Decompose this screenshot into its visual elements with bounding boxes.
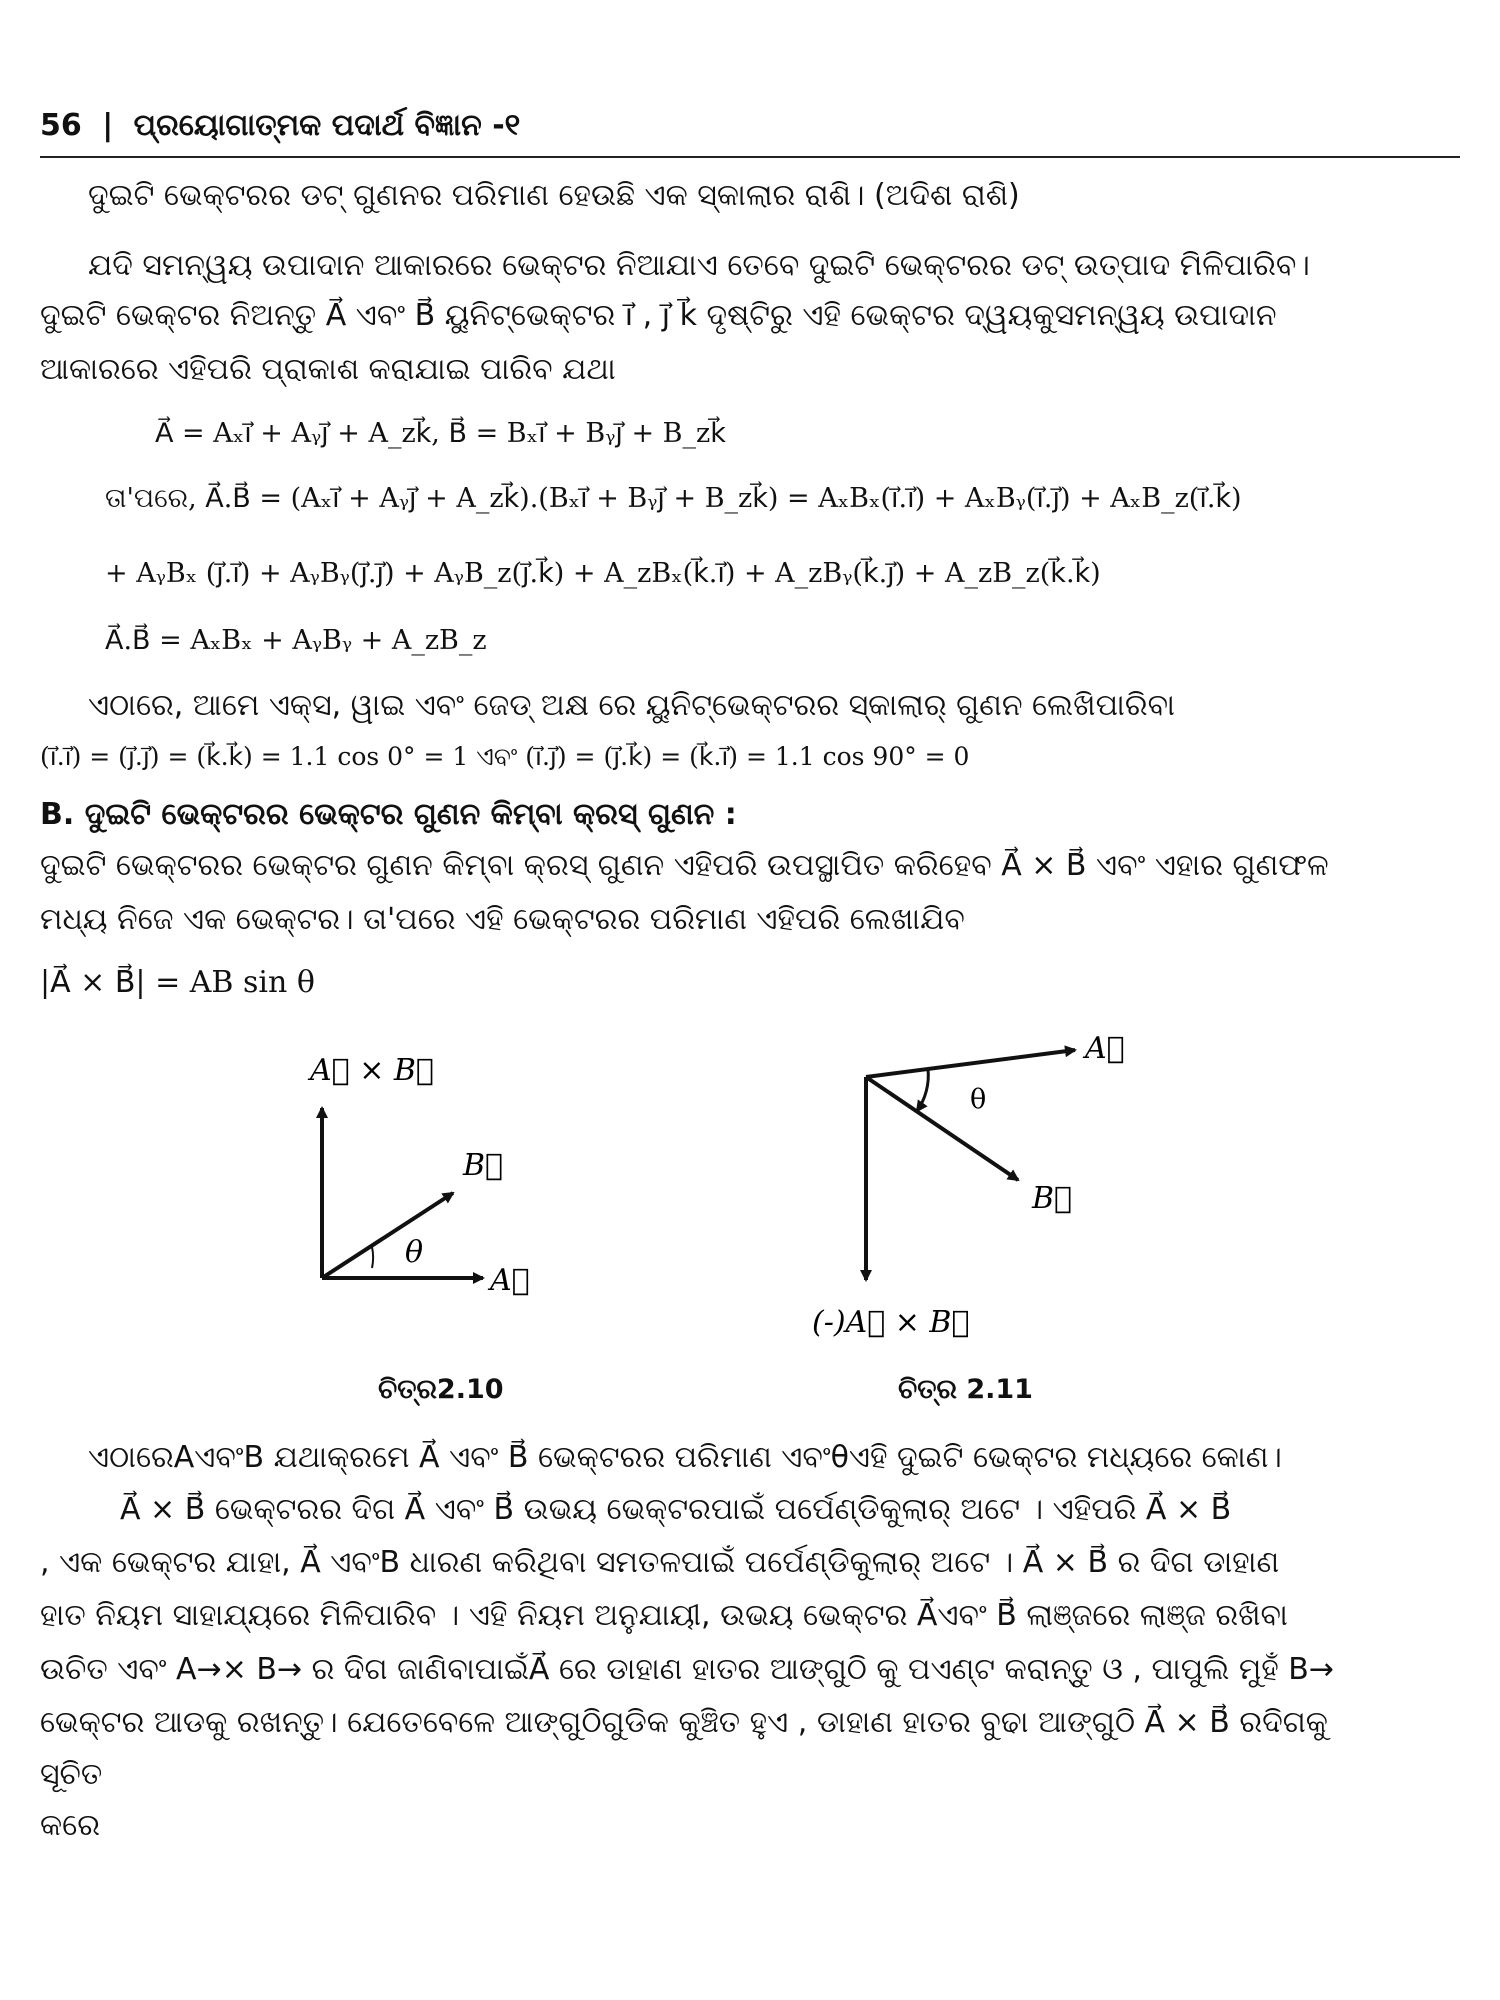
label-b: B⃗ (1032, 1181, 1073, 1216)
paragraph-line: ଭେକ୍ଟର ଆଡକୁ ରଖନ୍ତୁ। ଯେତେବେଳେ ଆଙ୍ଗୁଠିଗୁଡିକ କୁଞ୍ଚିତ ହୁଏ , ଡାହାଣ ହାତର ବୁଢା ଆଙ୍ଗୁଠି A⃗ × B⃗ ରଦିଗକୁ (40, 1705, 1328, 1740)
figure-caption: ଚିତ୍ର 2.11 (898, 1374, 1033, 1405)
equation-unit-vectors: (ı⃗.ı⃗) = (j⃗.j⃗) = (k⃗.k⃗) = 1.1 cos 0° = 1 ଏବଂ (ı⃗.j⃗) = (j⃗.k⃗) = (k⃗.ı⃗) = 1.1 cos 90° = 0 (40, 742, 970, 771)
paragraph-line: ହାତ ନିୟମ ସାହାଯ୍ୟରେ ମିଳିପାରିବ । ଏହି ନିୟମ ଅନୁଯାୟୀ, ଉଭୟ ଭେକ୍ଟର A⃗ଏବଂ B⃗ ଲାଞ୍ଜରେ ଲାଞ୍ଜ ରଖିବା (40, 1598, 1288, 1633)
equation-dot-product-expansion: ତା'ପରେ, A⃗.B⃗ = (Aₓı⃗ + Aᵧj⃗ + A_zk⃗).(Bₓı⃗ + Bᵧj⃗ + B_zk⃗) = AₓBₓ(ı⃗.ı⃗) + AₓBᵧ(ı⃗.j⃗) + AₓB_z(ı⃗.k⃗) (105, 483, 1242, 514)
vector-b-arrow (866, 1077, 1018, 1180)
figure-2-11 (812, 1031, 1125, 1340)
paragraph-line: ମଧ୍ୟ ନିଜେ ଏକ ଭେକ୍ଟର। ତା'ପରେ ଏହି ଭେକ୍ଟରର ପରିମାଣ ଏହିପରି ଲେଖାଯିବ (40, 902, 965, 937)
paragraph-line: ଏଠାରେ, ଆମେ ଏକ୍ସ, ୱାଇ ଏବଂ ଜେଡ୍ ଅକ୍ଷ ରେ ୟୁନିଟ୍‌ଭେକ୍ଟରର ସ୍କାଲାର୍ ଗୁଣନ ଲେଖିପାରିବା (88, 688, 1175, 723)
label-theta: θ (970, 1084, 987, 1115)
paragraph-line: ଦୁଇଟି ଭେକ୍ଟରର ଡଟ୍ ଗୁଣନର ପରିମାଣ ହେଉଛି ଏକ ସ୍କାଲାର ରାଶି। (ଅଦିଶ ରାଶି) (88, 178, 1020, 213)
label-cross: A⃗ × B⃗ (310, 1053, 434, 1088)
label-b: B⃗ (463, 1148, 504, 1183)
equation-cross-magnitude: |A⃗ × B⃗| = AB sin θ (40, 965, 315, 1000)
header-separator: | (102, 108, 114, 143)
paragraph-line: ଏଠାରେAଏବଂB ଯଥାକ୍ରମେ A⃗ ଏବଂ B⃗ ଭେକ୍ଟରର ପରିମାଣ ଏବଂθଏହି ଦୁଇଟି ଭେକ୍ଟର ମଧ୍ୟରେ କୋଣ। (88, 1440, 1282, 1475)
label-theta: θ (405, 1235, 424, 1270)
paragraph-line: , ଏକ ଭେକ୍ଟର ଯାହା, A⃗ ଏବଂB ଧାରଣ କରିଥିବା ସମତଳପାଇଁ ପର୍ପେଣ୍ଡିକୁଲାର୍ ଅଟେ । A⃗ × B⃗ ର ଦିଗ ଡାହାଣ (40, 1545, 1280, 1580)
paragraph-line: ଦୁଇଟି ଭେକ୍ଟର ନିଅନ୍ତୁ A⃗ ଏବଂ B⃗ ୟୁନିଟ୍‌ଭେକ୍ଟର ı⃗ , j⃗ k⃗ ଦୃଷ୍ଟିରୁ ଏହି ଭେକ୍ଟର ଦ୍ୱୟକୁସମନ୍ୱୟ ଉପାଦାନ (40, 298, 1277, 333)
figure-2-10 (307, 1053, 530, 1298)
paragraph-line: କରେ (40, 1808, 100, 1843)
book-title: ପ୍ରୟୋଗାତ୍ମକ ପଦାର୍ଥ ବିଜ୍ଞାନ -୧ (133, 108, 521, 143)
vector-b-arrow (322, 1193, 453, 1278)
label-a: A⃗ (1085, 1031, 1125, 1066)
paragraph-line: ଆକାରରେ ଏହିପରି ପ୍ରାକାଶ କରାଯାଇ ପାରିବ ଯଥା (40, 352, 616, 387)
section-heading: B. ଦୁଇଟି ଭେକ୍ଟରର ଭେକ୍ଟର ଗୁଣନ କିମ୍ବା କ୍ରସ୍ ଗୁଣନ : (40, 797, 737, 832)
angle-arc (372, 1247, 373, 1268)
paragraph-line: A⃗ × B⃗ ଭେକ୍ଟରର ଦିଗ A⃗ ଏବଂ B⃗ ଉଭୟ ଭେକ୍ଟରପାଇଁ ପର୍ପେଣ୍ଡିକୁଲାର୍ ଅଟେ । ଏହିପରି A⃗ × B⃗ (120, 1492, 1232, 1527)
paragraph-line: ସୂଚିତ (40, 1757, 103, 1792)
paragraph-line: ଦୁଇଟି ଭେକ୍ଟରର ଭେକ୍ଟର ଗୁଣନ କିମ୍ବା କ୍ରସ୍ ଗୁଣନ ଏହିପରି ଉପସ୍ଥାପିତ କରିହେବ A⃗ × B⃗ ଏବଂ ଏହାର ଗୁଣଫଳ (40, 848, 1329, 883)
equation-vectors: A⃗ = Aₓı⃗ + Aᵧj⃗ + A_zk⃗, B⃗ = Bₓı⃗ + Bᵧj⃗ + B_zk⃗ (155, 418, 726, 449)
paragraph-line: ଯଦି ସମନ୍ୱୟ ଉପାଦାନ ଆକାରରେ ଭେକ୍ଟର ନିଆଯାଏ ତେବେ ଦୁଇଟି ଭେକ୍ଟରର ଡଟ୍ ଉତ୍ପାଦ ମିଳିପାରିବ। (88, 248, 1310, 283)
label-a: A⃗ (490, 1263, 530, 1298)
figure-caption: ଚିତ୍ର2.10 (378, 1374, 504, 1405)
angle-arc (917, 1069, 928, 1111)
page-number: 56 (40, 108, 82, 143)
vector-a-arrow (866, 1050, 1075, 1077)
equation-dot-product-continued: + AᵧBₓ (j⃗.ı⃗) + AᵧBᵧ(j⃗.j⃗) + AᵧB_z(j⃗.k⃗) + A_zBₓ(k⃗.ı⃗) + A_zBᵧ(k⃗.j⃗) + A_zB_z(k⃗.k⃗) (105, 558, 1101, 589)
paragraph-line: ଉଚିତ ଏବଂ A→× B→ ର ଦିଗ ଜାଣିବାପାଇଁA⃗ ରେ ଡାହାଣ ହାତର ଆଙ୍ଗୁଠି କୁ ପଏଣ୍ଟ କରାନ୍ତୁ ଓ , ପାପୁଲି ମୁହଁ B→ (40, 1652, 1335, 1687)
label-negative-cross: (-)A⃗ × B⃗ (812, 1305, 970, 1340)
equation-dot-product-result: A⃗.B⃗ = AₓBₓ + AᵧBᵧ + A_zB_z (105, 625, 487, 656)
